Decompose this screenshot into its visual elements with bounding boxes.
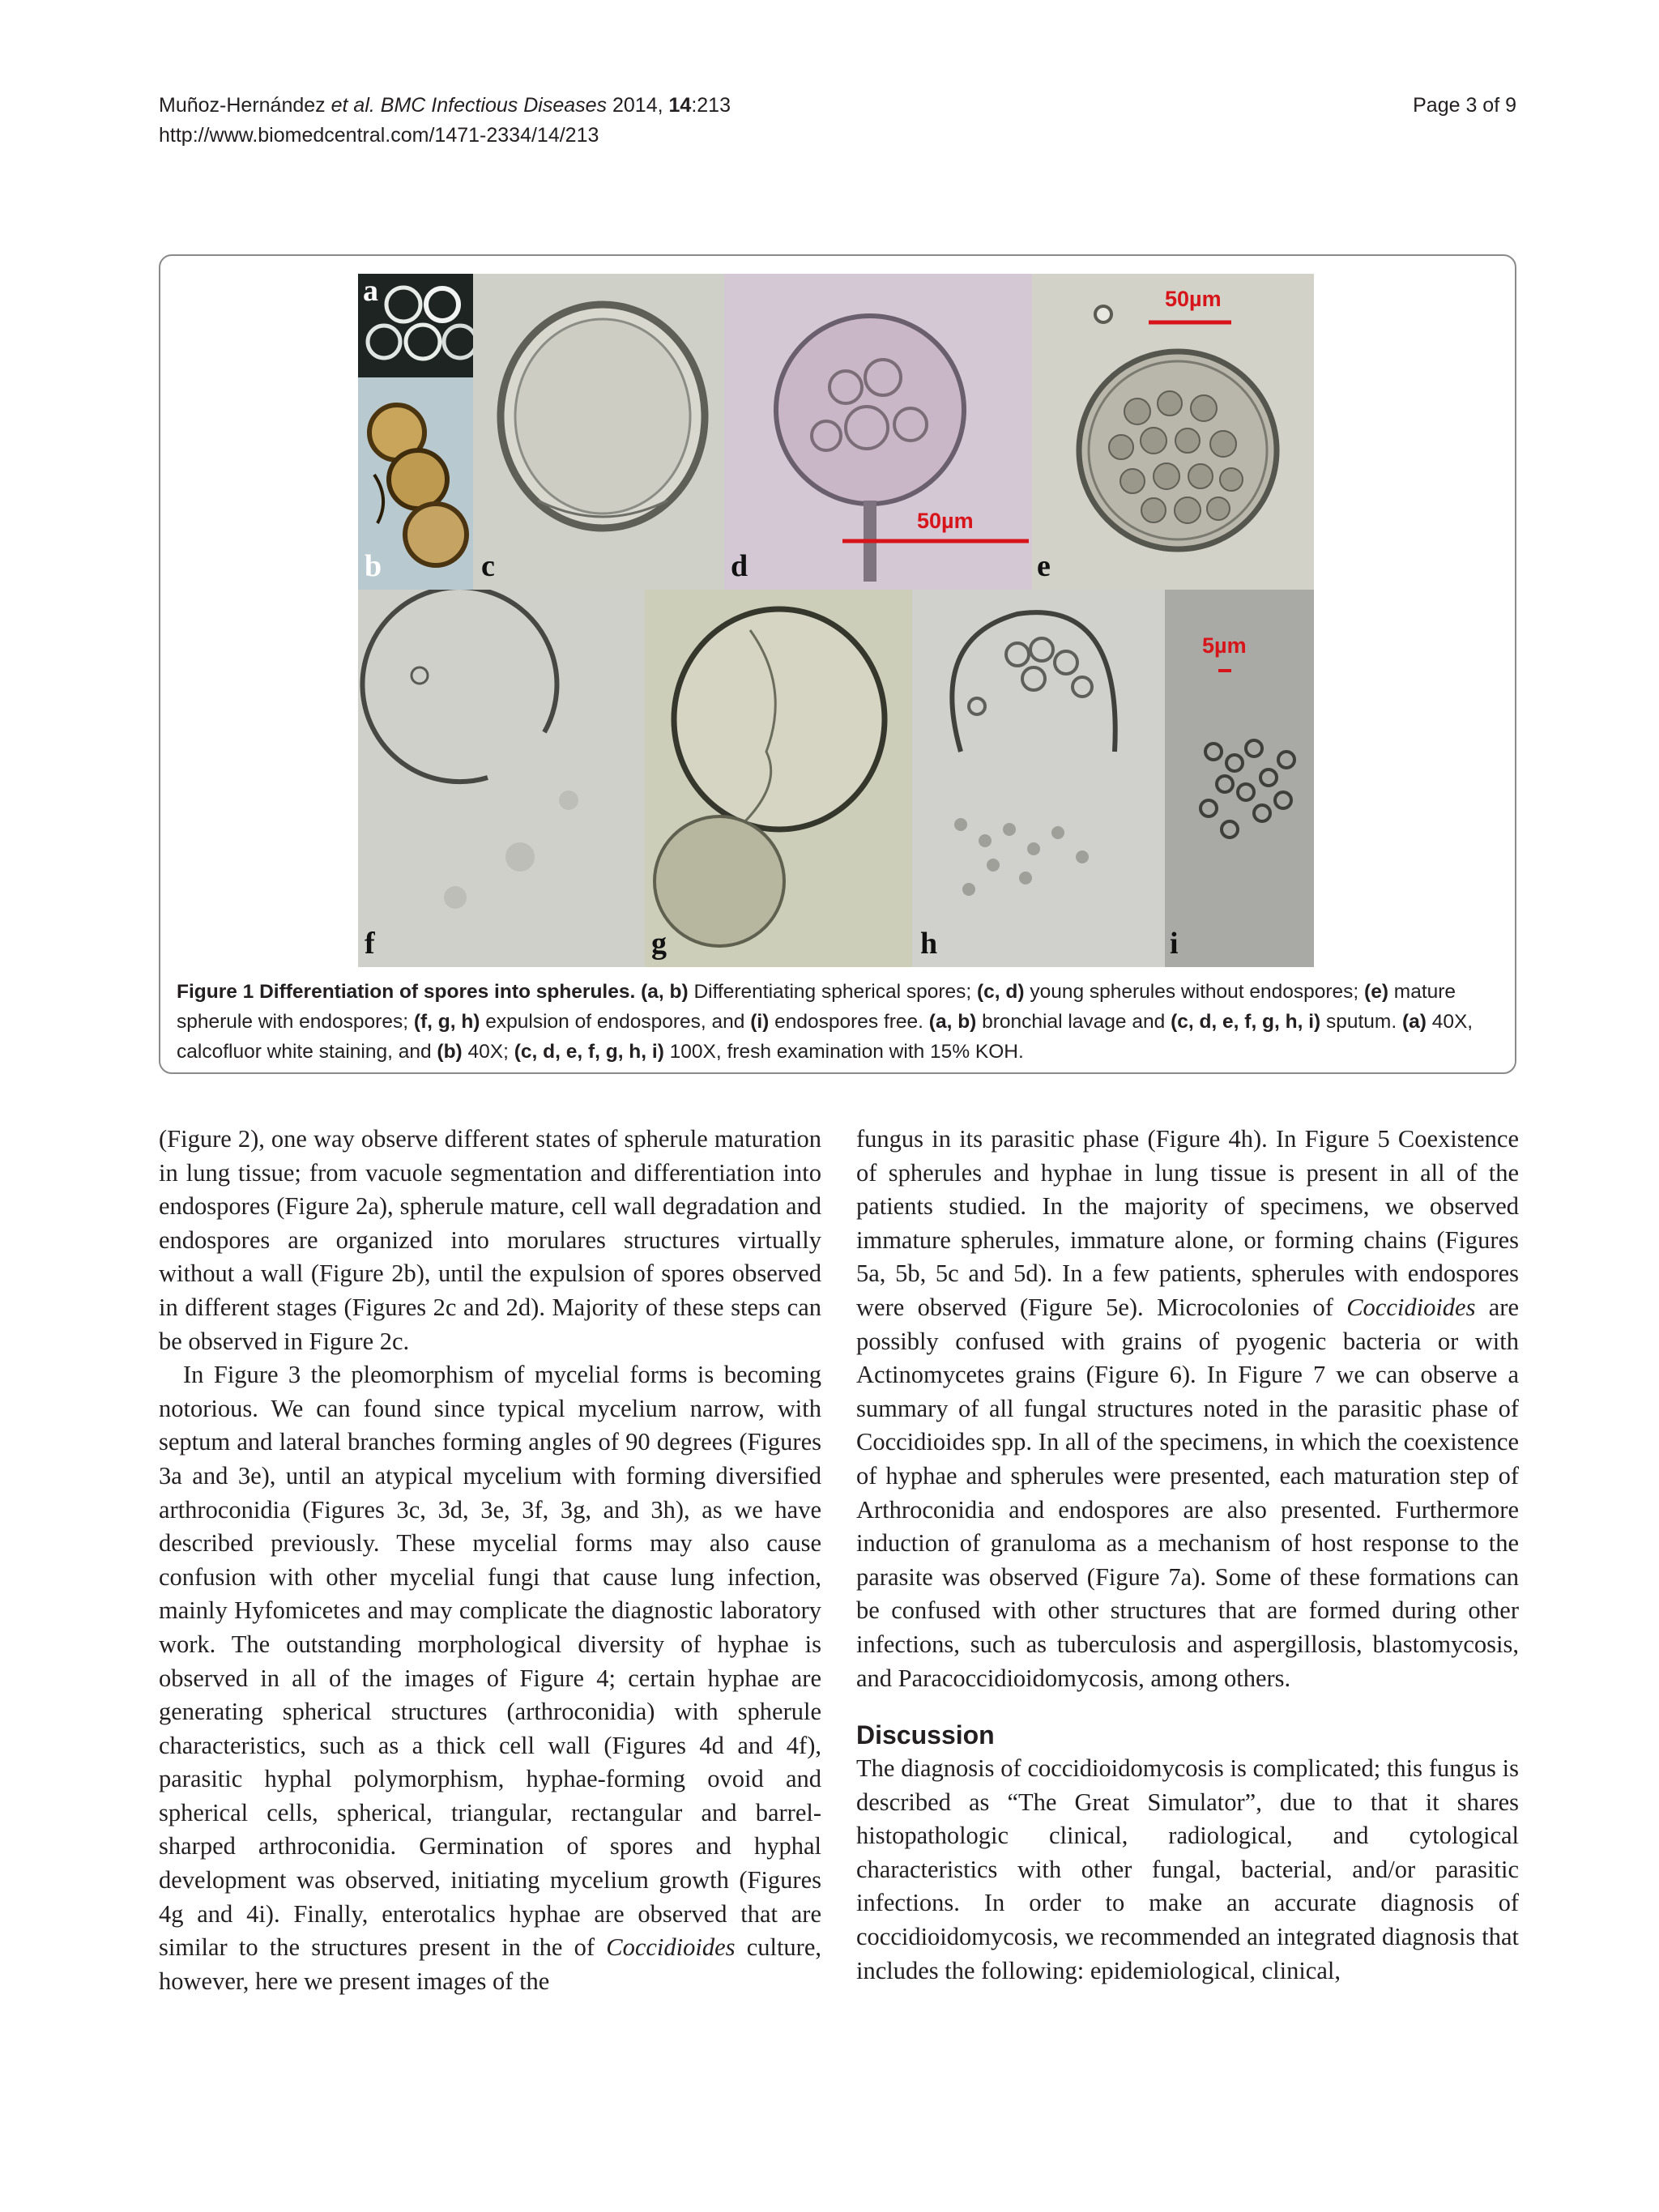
panel-h-expulsion <box>912 590 1165 967</box>
paragraph: (Figure 2), one way observe different states of spherule maturation in lung tissue; from vacuole segmentation and differentiation into endospores (Figure 2a), spherule mature, cell wall degradation and endospores are organized into morulares structures virtually without a wall (Figure 2b), until the expulsion of spores observed in different stages (Figures 2c and 2d). Majority of these steps can be observed in Figure 2c. <box>159 1125 821 1355</box>
panel-d-spherule <box>724 274 1032 590</box>
panel-i <box>1165 590 1314 967</box>
panel-h <box>912 590 1165 967</box>
page-number: Page 3 of 9 <box>1413 94 1516 117</box>
citation-line <box>159 91 731 121</box>
citation-etal: et al. <box>325 94 375 117</box>
panel-e-scale-label: 50µm <box>1165 287 1222 311</box>
caption-ref: (i) <box>750 1011 770 1033</box>
figure-caption <box>177 977 1500 1067</box>
panel-label-b: b <box>365 549 382 583</box>
caption-ref: (a) <box>1401 1011 1427 1033</box>
panel-g <box>645 590 912 967</box>
panel-e <box>1032 274 1314 590</box>
caption-text: young spherules without endospores; <box>1024 981 1365 1003</box>
panel-label-h: h <box>920 927 938 961</box>
paragraph-text: culture, however, here we present images of the <box>159 1933 821 1995</box>
running-header-citation <box>159 91 731 151</box>
caption-ref: (c, d) <box>977 981 1025 1003</box>
caption-text: sputum. <box>1320 1011 1402 1033</box>
caption-ref: (e) <box>1364 981 1388 1003</box>
paragraph-text: are possibly confused with grains of pyogenic bacteria or with Actinomycetes grains (Figure 6). In Figure 7 we can observe a summary of all fungal structures noted in the parasitic phase of Coccidioides spp. In all of the specimens, in which the coexistence of hyphae and spherules were presented, each maturation step of Arthroconidia and endospores are also presented. Furthermore induction of granuloma as a mechanism of host response to the parasite was observed (Figure 7a). Some of these formations can be confused with other structures that are formed during other infections, such as tuberculosis and aspergillosis, blastomycosis, and Paracoccidioidomycosis, among others. <box>856 1293 1519 1692</box>
body-column-left <box>159 1123 821 1998</box>
paragraph-text: fungus in its parasitic phase (Figure 4h). In Figure 5 Coexistence of spherules and hyphae in lung tissue is present in all of the patients studied. In the majority of specimens, we observed immature spherules, immature alone, or forming chains (Figures 5a, 5b, 5c and 5d). In a few patients, spherules with endospores were observed (Figure 5e). Microcolonies of <box>856 1125 1519 1321</box>
caption-ref: (c, d, e, f, g, h, i) <box>1171 1011 1321 1033</box>
figure-image-plate <box>358 274 1314 967</box>
genus-name: Coccidioides <box>1346 1293 1476 1321</box>
citation-volume: 14 <box>668 94 692 117</box>
paragraph <box>856 1123 1519 1695</box>
caption-text: 40X, calcofluor white staining, and <box>177 1011 1473 1063</box>
panel-d-scale-label: 50µm <box>917 509 974 533</box>
caption-text: bronchial lavage and <box>976 1011 1171 1033</box>
caption-ref: (b) <box>437 1041 463 1063</box>
paragraph: The diagnosis of coccidioidomycosis is complicated; this fungus is described as “The Great Simulator”, due to that it shares histopathologic clinical, radiological, and cytological characteristics with other fungal, bacterial, and/or parasitic infections. In order to make an accurate diagnosis of coccidioidomycosis, we recommended an integrated diagnosis that includes the following: epidemiological, clinical, <box>856 1754 1519 1984</box>
genus-name: Coccidioides <box>606 1933 736 1962</box>
section-heading-discussion: Discussion <box>856 1720 995 1750</box>
caption-text: 100X, fresh examination with 15% KOH. <box>663 1041 1024 1063</box>
caption-text: mature spherule with endospores; <box>177 981 1456 1033</box>
panel-f <box>358 590 645 967</box>
citation-year: 2014, <box>607 94 669 117</box>
caption-text: endospores free. <box>769 1011 929 1033</box>
caption-text: expulsion of endospores, and <box>480 1011 751 1033</box>
body-column-right <box>856 1123 1519 1988</box>
caption-text: Differentiating spherical spores; <box>688 981 977 1003</box>
figure-caption-label: Figure 1 Differentiation of spores into spherules. <box>177 981 636 1003</box>
panel-label-c: c <box>481 549 495 583</box>
panel-label-a: a <box>363 274 378 308</box>
panel-c <box>473 274 724 590</box>
citation-authors: Muñoz-Hernández <box>159 94 326 117</box>
panel-label-g: g <box>651 927 667 961</box>
panel-label-i: i <box>1170 927 1179 961</box>
panel-a <box>358 274 473 377</box>
caption-ref: (c, d, e, f, g, h, i) <box>514 1041 664 1063</box>
citation-article: :213 <box>691 94 731 117</box>
article-url[interactable]: http://www.biomedcentral.com/1471-2334/14/213 <box>159 124 599 147</box>
panel-label-e: e <box>1037 549 1051 583</box>
panel-label-f: f <box>365 927 375 961</box>
panel-label-d: d <box>731 549 748 583</box>
caption-ref: (a, b) <box>635 981 689 1003</box>
panel-f-expulsion <box>358 590 645 967</box>
panel-c-spherule <box>473 274 724 590</box>
panel-e-spherule <box>1032 274 1314 590</box>
panel-i-scale-label: 5µm <box>1202 633 1247 658</box>
caption-text: 40X; <box>462 1041 514 1063</box>
paragraph-text: In Figure 3 the pleomorphism of mycelial forms is becoming notorious. We can found since typical mycelium narrow, with septum and lateral branches forming angles of 90 degrees (Figures 3a and 3e), until an atypical mycelium with forming diversified arthroconidia (Figures 3c, 3d, 3e, 3f, 3g, and 3h), as we have described previously. These mycelial forms may also cause confusion with other mycelial fungi that cause lung infection, mainly Hyfomicetes and may complicate the diagnostic laboratory work. The outstanding morphological diversity of hyphae is observed in all of the images of Figure 4; certain hyphae are generating spherical structures (arthroconidia) with spherule characteristics, such as a thick cell wall (Figures 4d and 4f), parasitic hyphal polymorphism, hyphae-forming ovoid and spherical cells, spherical, triangular, rectangular and barrel-sharped arthroconidia. Germination of spores and hyphal development was observed, initiating mycelium growth (Figures 4g and 4i). Finally, enterotalics hyphae are observed that are similar to the structures present in the of <box>159 1361 821 1962</box>
paragraph <box>159 1358 821 1998</box>
caption-ref: (f, g, h) <box>413 1011 480 1033</box>
panel-g-expulsion <box>645 590 912 967</box>
caption-ref: (a, b) <box>928 1011 977 1033</box>
citation-journal: BMC Infectious Diseases <box>374 94 608 117</box>
panel-d <box>724 274 1032 590</box>
panel-b <box>358 377 473 590</box>
